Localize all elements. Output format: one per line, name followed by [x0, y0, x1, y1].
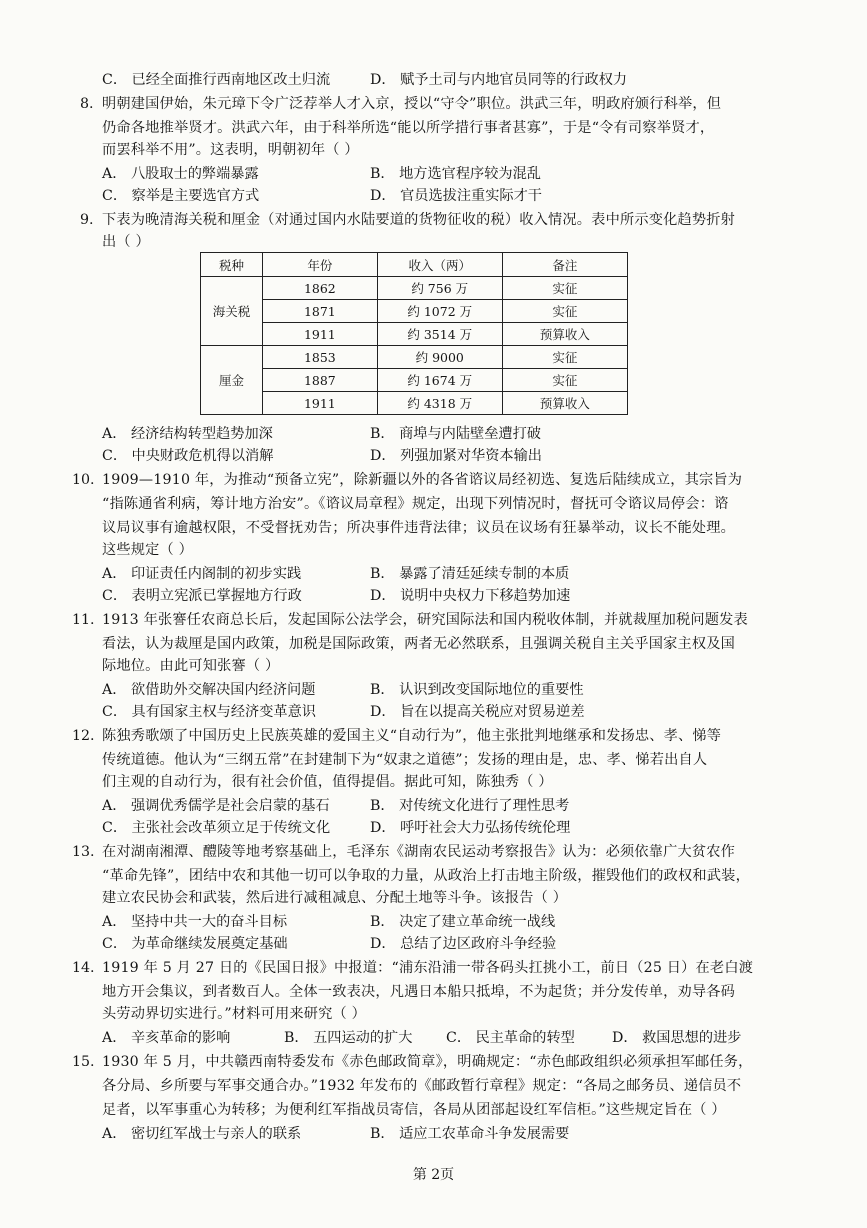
q8-stem-line: 仍命各地推举贤才。洪武六年，由于科举所选“能以所学措行事者甚寡”，于是“令有司察举贤才，	[102, 120, 715, 136]
q14-number: 14.	[72, 960, 95, 976]
table-header-cell: 收入（两）	[377, 253, 502, 277]
table-row	[201, 277, 628, 300]
q10-stem-line: 议局议事有逾越权限，不受督抚劝告；所决事件违背法律；议员在议场有狂暴举动，议长不能处理。	[102, 520, 736, 536]
q14-stem-line: 1919 年 5 月 27 日的《民国日报》中报道：“浦东沿浦一带各码头扛挑小工，前日（25 日）在老白渡	[102, 960, 754, 976]
q12-option-c: C． 主张社会改革须立足于传统文化	[102, 820, 331, 836]
note-cell: 预算收入	[502, 323, 627, 346]
income-cell: 约 1072 万	[377, 300, 502, 323]
q8-option-c: C． 察举是主要选官方式	[102, 188, 260, 204]
q7-option-d: D． 赋予土司与内地官员同等的行政权力	[370, 72, 628, 88]
q13-stem-line: 建立农民协会和武装，然后进行减租减息、分配土地等斗争。该报告（ ）	[102, 890, 568, 906]
q15-number: 15.	[72, 1054, 95, 1070]
q10-number: 10.	[72, 472, 95, 488]
q15-option-b: B． 适应工农革命斗争发展需要	[370, 1126, 570, 1142]
q8-option-b: B． 地方选官程序较为混乱	[370, 166, 541, 182]
note-cell: 实征	[502, 346, 627, 369]
q10-stem-line: 1909—1910 年，为推动“预备立宪”，除新疆以外的各省谘议局经初选、复选后陆续成立，其宗旨为	[102, 472, 743, 488]
table-header-cell: 税种	[201, 253, 263, 277]
q13-option-c: C． 为革命继续发展奠定基础	[102, 936, 288, 952]
q13-stem-line: 在对湖南湘潭、醴陵等地考察基础上，毛泽东《湖南农民运动考察报告》认为：必须依靠广大贫农作	[102, 844, 736, 860]
note-cell: 实征	[502, 300, 627, 323]
q10-option-b: B． 暴露了清廷延续专制的本质	[370, 566, 570, 582]
q9-number: 9.	[80, 212, 94, 228]
table-row	[201, 300, 628, 323]
q12-number: 12.	[72, 728, 95, 744]
tax-type-cell: 海关税	[201, 277, 263, 346]
q9-stem-line: 出（ ）	[102, 234, 150, 250]
table-header-cell: 备注	[502, 253, 627, 277]
q11-stem-line: 看法，认为裁厘是国内政策，加税是国际政策，两者无必然联系，且强调关税自主关乎国家主权及国	[102, 636, 736, 652]
page-number: 第 2页	[412, 1167, 455, 1183]
table-row	[201, 369, 628, 392]
q11-option-a: A． 欲借助外交解决国内经济问题	[102, 682, 316, 698]
q12-stem-line: 传统道德。他认为“三纲五常”在封建制下为“奴隶之道德”；发扬的理由是，忠、孝、悌若出自人	[102, 752, 708, 768]
q12-option-b: B． 对传统文化进行了理性思考	[370, 798, 570, 814]
year-cell: 1911	[263, 392, 378, 415]
q14-option-c: C． 民主革命的转型	[446, 1030, 575, 1046]
q7-option-c: C． 已经全面推行西南地区改土归流	[102, 72, 331, 88]
table-row	[201, 323, 628, 346]
table-header-cell: 年份	[263, 253, 378, 277]
q15-option-a: A． 密切红军战士与亲人的联系	[102, 1126, 302, 1142]
q14-option-a: A． 辛亥革命的影响	[102, 1030, 231, 1046]
q13-number: 13.	[72, 844, 95, 860]
q11-stem-line: 1913 年张謇任农商总长后，发起国际公法学会，研究国际法和国内税收体制，并就裁厘加税问题发表	[102, 612, 748, 628]
income-cell: 约 9000	[377, 346, 502, 369]
q8-number: 8.	[80, 96, 94, 112]
q14-stem-line: 头劳动界切实进行。”材料可用来研究（ ）	[102, 1006, 367, 1022]
q12-option-a: A． 强调优秀儒学是社会启蒙的基石	[102, 798, 330, 814]
q8-option-a: A． 八股取士的弊端暴露	[102, 166, 259, 182]
tax-type-cell: 厘金	[201, 346, 263, 415]
q13-option-d: D． 总结了边区政府斗争经验	[370, 936, 557, 952]
q11-option-c: C． 具有国家主权与经济变革意识	[102, 704, 316, 720]
q14-option-b: B． 五四运动的扩大	[284, 1030, 413, 1046]
q14-option-d: D． 救国思想的进步	[612, 1030, 742, 1046]
q8-stem-line: 明朝建国伊始，朱元璋下令广泛荐举人才入京，授以“守令”职位。洪武三年，明政府颁行科举，但	[102, 96, 722, 112]
q9-option-b: B． 商埠与内陆壁垒遭打破	[370, 426, 541, 442]
tax-revenue-table	[200, 252, 628, 415]
table-row	[201, 346, 628, 369]
table-row	[201, 392, 628, 415]
q15-stem-line: 足者，以军事重心为转移；为便利红军指战员寄信，各局从团部起设红军信柜。”这些规定旨在（ ）	[102, 1102, 726, 1118]
q10-option-a: A． 印证责任内阁制的初步实践	[102, 566, 302, 582]
income-cell: 约 3514 万	[377, 323, 502, 346]
year-cell: 1887	[263, 369, 378, 392]
q11-number: 11.	[72, 612, 95, 628]
q8-option-d: D． 官员选拔注重实际才干	[370, 188, 542, 204]
table-header-row	[201, 253, 628, 277]
year-cell: 1853	[263, 346, 378, 369]
year-cell: 1911	[263, 323, 378, 346]
q10-option-c: C． 表明立宪派已掌握地方行政	[102, 588, 302, 604]
q9-option-d: D． 列强加紧对华资本输出	[370, 448, 542, 464]
q9-option-a: A． 经济结构转型趋势加深	[102, 426, 273, 442]
q9-stem-line: 下表为晚清海关税和厘金（对通过国内水陆要道的货物征收的税）收入情况。表中所示变化趋势折射	[102, 212, 736, 228]
q13-option-b: B． 决定了建立革命统一战线	[370, 914, 556, 930]
note-cell: 实征	[502, 369, 627, 392]
income-cell: 约 1674 万	[377, 369, 502, 392]
q11-stem-line: 际地位。由此可知张謇（ ）	[102, 658, 280, 674]
q15-stem-line: 各分局、乡所要与军事交通合办。”1932 年发布的《邮政暂行章程》规定：“各局之邮务员、递信员不	[102, 1078, 742, 1094]
q8-stem-line: 而罢科举不用”。这表明，明朝初年（ ）	[102, 142, 359, 158]
note-cell: 实征	[502, 277, 627, 300]
q11-option-b: B． 认识到改变国际地位的重要性	[370, 682, 584, 698]
year-cell: 1862	[263, 277, 378, 300]
income-cell: 约 756 万	[377, 277, 502, 300]
income-cell: 约 4318 万	[377, 392, 502, 415]
q10-stem-line: “指陈通省利病，筹计地方治安”。《谘议局章程》规定，出现下列情况时，督抚可令谘议局停会：谘	[102, 496, 729, 512]
q13-option-a: A． 坚持中共一大的奋斗目标	[102, 914, 288, 930]
q10-option-d: D． 说明中央权力下移趋势加速	[370, 588, 571, 604]
q14-stem-line: 地方开会集议，到者数百人。全体一致表决，凡遇日本船只抵埠，不为起货；并分发传单，劝导各码	[102, 984, 736, 1000]
note-cell: 预算收入	[502, 392, 627, 415]
q15-stem-line: 1930 年 5 月，中共赣西南特委发布《赤色邮政简章》，明确规定：“赤色邮政组织必须承担军邮任务，	[102, 1054, 753, 1070]
q9-option-c: C． 中央财政危机得以消解	[102, 448, 274, 464]
q13-stem-line: “革命先锋”，团结中农和其他一切可以争取的力量，从政治上打击地主阶级，摧毁他们的政权和武装，	[102, 868, 750, 884]
q12-stem-line: 陈独秀歌颂了中国历史上民族英雄的爱国主义“自动行为”，他主张批判地继承和发扬忠、孝、悌等	[102, 728, 722, 744]
q10-stem-line: 这些规定（ ）	[102, 542, 194, 558]
q12-stem-line: 们主观的自动行为，很有社会价值，值得提倡。据此可知，陈独秀（ ）	[102, 774, 553, 790]
q12-option-d: D． 呼吁社会大力弘扬传统伦理	[370, 820, 571, 836]
q11-option-d: D． 旨在以提高关税应对贸易逆差	[370, 704, 585, 720]
year-cell: 1871	[263, 300, 378, 323]
